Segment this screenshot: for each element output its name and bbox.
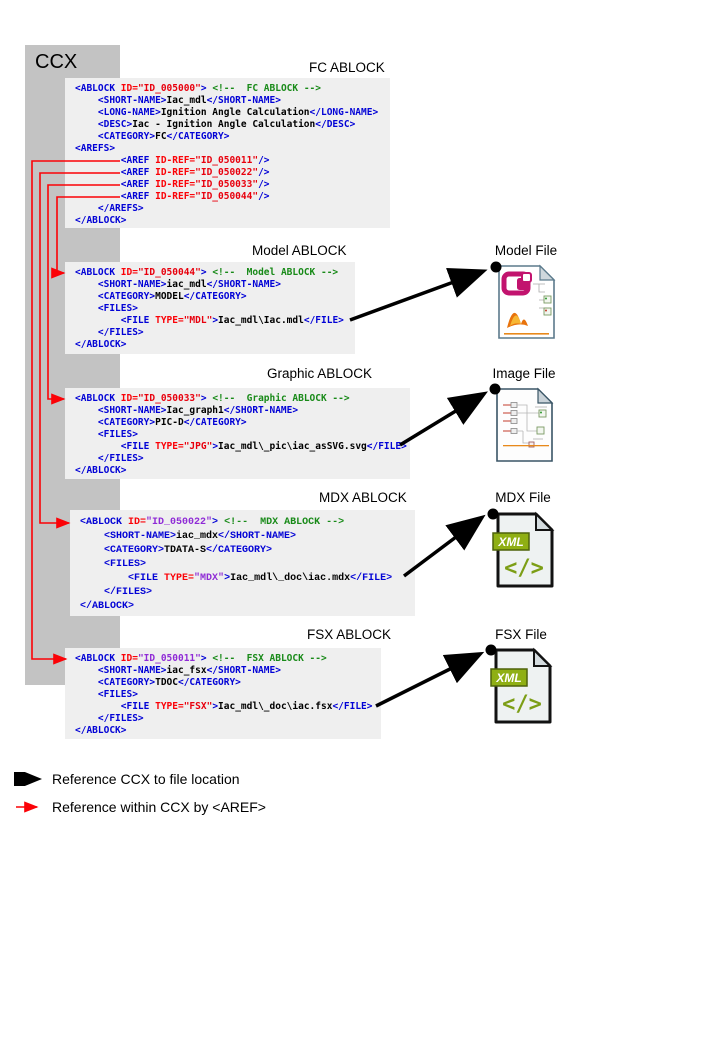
- code-line: <LONG-NAME>Ignition Angle Calculation</LONG-NAME>: [97, 107, 379, 118]
- code-line: <CATEGORY>MODEL</CATEGORY>: [97, 291, 247, 302]
- code-line: <ABLOCK ID="ID_050022"> <!-- MDX ABLOCK -->: [80, 517, 345, 528]
- code-line: <FILE TYPE="JPG">Iac_mdl\_pic\iac_asSVG.svg</FILE>: [120, 441, 407, 452]
- code-line: </ABLOCK>: [75, 465, 127, 476]
- code-line: <ABLOCK ID="ID_005000"> <!-- FC ABLOCK -->: [75, 83, 321, 94]
- code-block-fc-ablock: [65, 78, 390, 228]
- code-line: <AREF ID-REF="ID_050011"/>: [120, 155, 270, 166]
- code-block-model-ablock: [65, 262, 355, 354]
- file-arrow-model: [350, 272, 481, 320]
- block-title-fc-ablock: FC ABLOCK: [309, 60, 385, 75]
- code-line: </ABLOCK>: [75, 339, 127, 350]
- code-line: <FILES>: [104, 559, 147, 570]
- xml-badge-text: XML: [498, 535, 524, 549]
- code-glyph-text: </>: [502, 692, 542, 717]
- code-line: </FILES>: [97, 327, 144, 338]
- code-glyph-text: </>: [504, 556, 544, 581]
- code-line: <FILES>: [97, 303, 138, 314]
- code-block-fsx-ablock: [65, 648, 381, 739]
- code-line: <SHORT-NAME>iac_mdl</SHORT-NAME>: [97, 279, 281, 290]
- xml-file-icon: [492, 511, 556, 594]
- code-line: <AREFS>: [75, 143, 116, 154]
- code-line: </AREFS>: [97, 203, 144, 214]
- legend-label: Reference within CCX by <AREF>: [52, 799, 266, 815]
- file-arrow-image: [400, 395, 482, 445]
- code-line: </ABLOCK>: [75, 215, 127, 226]
- code-block-mdx-ablock: [70, 510, 415, 616]
- file-label-fsx-file: FSX File: [495, 627, 547, 642]
- black-arrow-icon: [14, 772, 46, 786]
- matlab-simulink-model-file-icon: [497, 264, 557, 345]
- code-line: </FILES>: [97, 713, 144, 724]
- block-title-mdx-ablock: MDX ABLOCK: [319, 490, 407, 505]
- ccx-label: CCX: [35, 51, 78, 73]
- code-line: <FILES>: [97, 689, 138, 700]
- code-line: <FILE TYPE="MDL">Iac_mdl\Iac.mdl</FILE>: [120, 315, 344, 326]
- code-line: </FILES>: [104, 587, 153, 598]
- code-line: </FILES>: [97, 453, 144, 464]
- code-line: <AREF ID-REF="ID_050044"/>: [120, 191, 270, 202]
- code-line: </ABLOCK>: [75, 725, 127, 736]
- block-title-fsx-ablock: FSX ABLOCK: [307, 627, 392, 642]
- file-label-mdx-file: MDX File: [495, 490, 551, 505]
- file-arrow-mdx: [404, 519, 480, 576]
- block-title-model-ablock: Model ABLOCK: [252, 243, 347, 258]
- code-line: <ABLOCK ID="ID_050011"> <!-- FSX ABLOCK -->: [75, 653, 327, 664]
- block-title-graphic-ablock: Graphic ABLOCK: [267, 366, 373, 381]
- code-line: <CATEGORY>PIC-D</CATEGORY>: [97, 417, 247, 428]
- code-line: <FILE TYPE="MDX">Iac_mdl\_doc\iac.mdx</FILE>: [128, 573, 393, 584]
- diagram-image-file-icon: [495, 387, 555, 468]
- xml-badge-text: XML: [496, 671, 522, 685]
- legend-label: Reference CCX to file location: [52, 771, 240, 787]
- file-arrow-fsx: [376, 655, 478, 706]
- code-line: <ABLOCK ID="ID_050044"> <!-- Model ABLOCK -->: [75, 267, 339, 278]
- red-arrow-icon: [14, 800, 46, 814]
- code-line: <CATEGORY>TDATA-S</CATEGORY>: [104, 545, 273, 556]
- code-line: <SHORT-NAME>iac_fsx</SHORT-NAME>: [97, 665, 281, 676]
- code-line: <FILE TYPE="FSX">Iac_mdl\_doc\iac.fsx</FILE>: [120, 701, 373, 712]
- xml-file-icon: [490, 647, 554, 730]
- code-line: <AREF ID-REF="ID_050033"/>: [120, 179, 270, 190]
- code-line: <CATEGORY>FC</CATEGORY>: [97, 131, 230, 142]
- code-line: <FILES>: [97, 429, 138, 440]
- file-label-image-file: Image File: [492, 366, 556, 381]
- code-line: <DESC>Iac - Ignition Angle Calculation</DESC>: [97, 119, 356, 130]
- legend-item-aref-reference: [14, 799, 266, 815]
- code-line: <AREF ID-REF="ID_050022"/>: [120, 167, 270, 178]
- file-label-model-file: Model File: [494, 243, 558, 258]
- code-line: <CATEGORY>TDOC</CATEGORY>: [97, 677, 241, 688]
- legend-item-file-reference: [14, 771, 240, 787]
- code-line: <SHORT-NAME>Iac_mdl</SHORT-NAME>: [97, 95, 281, 106]
- code-block-graphic-ablock: [65, 388, 410, 479]
- code-line: <SHORT-NAME>Iac_graph1</SHORT-NAME>: [97, 405, 299, 416]
- code-line: <ABLOCK ID="ID_050033"> <!-- Graphic ABLOCK -->: [75, 393, 350, 404]
- code-line: <SHORT-NAME>iac_mdx</SHORT-NAME>: [104, 531, 297, 542]
- code-line: </ABLOCK>: [80, 601, 135, 612]
